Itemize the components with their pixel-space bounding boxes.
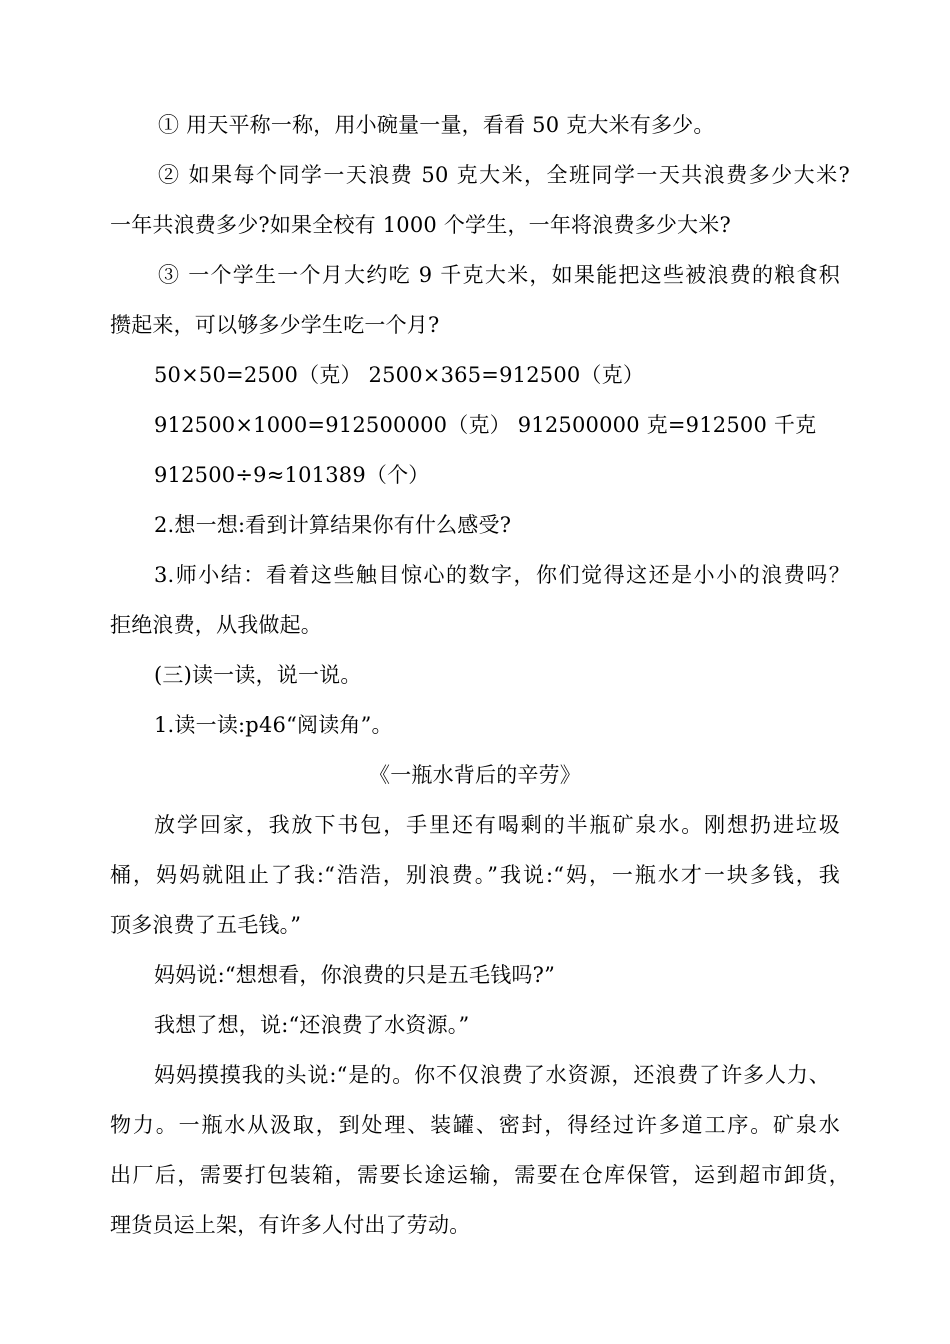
story-p1-line-1: 放学回家，我放下书包，手里还有喝剩的半瓶矿泉水。刚想扔进垃圾: [154, 813, 840, 837]
section-heading: (三)读一读，说一说。: [154, 663, 362, 687]
story-p1-line-3: 顶多浪费了五毛钱。”: [110, 913, 302, 937]
story-p2: 妈妈说:“想想看，你浪费的只是五毛钱吗?”: [154, 963, 556, 987]
story-p4-line-2: 物力。一瓶水从汲取，到处理、装罐、密封，得经过许多道工序。矿泉水: [110, 1113, 840, 1137]
teacher-summary-line-2: 拒绝浪费，从我做起。: [110, 613, 322, 637]
story-p4-line-4: 理货员运上架，有许多人付出了劳动。: [110, 1213, 471, 1237]
question-2-line-1: ② 如果每个同学一天浪费 50 克大米，全班同学一天共浪费多少大米?: [158, 163, 850, 187]
reading-instruction: 1.读一读:p46“阅读角”。: [154, 713, 393, 737]
question-2-line-2: 一年共浪费多少?如果全校有 1000 个学生，一年将浪费多少大米?: [110, 213, 731, 237]
reflection-question: 2.想一想:看到计算结果你有什么感受?: [154, 513, 512, 537]
calculation-1: 50×50=2500（克） 2500×365=912500（克）: [154, 363, 645, 387]
story-p4-line-1: 妈妈摸摸我的头说:“是的。你不仅浪费了水资源，还浪费了许多人力、: [154, 1063, 830, 1087]
story-p1-line-2: 桶，妈妈就阻止了我:“浩浩，别浪费。”我说:“妈，一瓶水才一块多钱，我: [110, 863, 840, 887]
teacher-summary-line-1: 3.师小结：看着这些触目惊心的数字，你们觉得这还是小小的浪费吗？: [154, 563, 850, 587]
question-3-line-2: 攒起来，可以够多少学生吃一个月?: [110, 313, 440, 337]
story-title: 《一瓶水背后的辛劳》: [369, 763, 581, 787]
question-3-line-1: ③ 一个学生一个月大约吃 9 千克大米，如果能把这些被浪费的粮食积: [158, 263, 840, 287]
calculation-2: 912500×1000=912500000（克） 912500000 克=912500 千克: [154, 413, 817, 437]
question-1: ① 用天平称一称，用小碗量一量，看看 50 克大米有多少。: [158, 113, 715, 137]
story-p3: 我想了想，说:“还浪费了水资源。”: [154, 1013, 470, 1037]
calculation-3: 912500÷9≈101389（个）: [154, 463, 430, 487]
story-p4-line-3: 出厂后，需要打包装箱，需要长途运输，需要在仓库保管，运到超市卸货，: [110, 1163, 850, 1187]
